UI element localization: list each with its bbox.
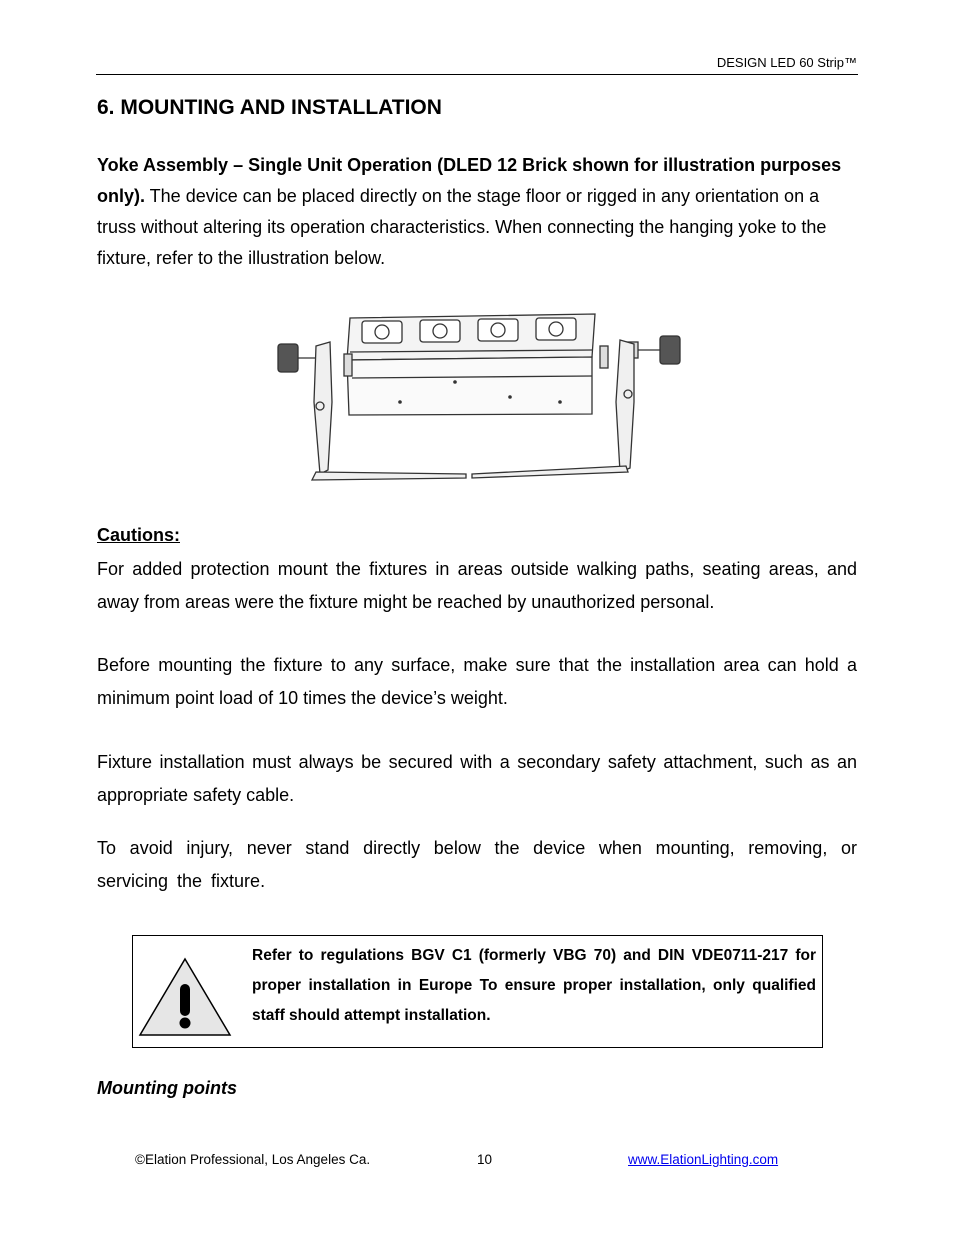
warning-box — [132, 935, 823, 1048]
warning-text: Refer to regulations BGV C1 (formerly VBG 70) and DIN VDE0711-217 for proper installation in Europe To ensure proper installation, only qualified staff should attempt installation. — [252, 947, 816, 1024]
fixture-yoke-illustration — [270, 302, 690, 488]
footer-website-link[interactable]: www.ElationLighting.com — [628, 1152, 779, 1167]
section-title: 6. MOUNTING AND INSTALLATION — [97, 96, 442, 119]
header-rule — [96, 74, 858, 75]
footer-page-number: 10 — [477, 1152, 493, 1167]
mounting-points-heading: Mounting points — [97, 1078, 237, 1098]
caution-paragraph-4: To avoid injury, never stand directly below the device when mounting, removing, or servicing the fixture. — [97, 838, 857, 891]
caution-paragraph-1: For added protection mount the fixtures in areas outside walking paths, seating areas, and away from areas were the fixture might be reached by unauthorized personal. — [97, 559, 857, 612]
caution-paragraph-2: Before mounting the fixture to any surface, make sure that the installation area can hold a minimum point load of 10 times the device’s weight. — [97, 655, 857, 708]
page-header-title: DESIGN LED 60 Strip™ — [716, 55, 857, 70]
caution-paragraph-3: Fixture installation must always be secured with a secondary safety attachment, such as an appropriate safety cable. — [97, 752, 857, 805]
cautions-heading: Cautions: — [97, 525, 180, 545]
footer-copyright: ©Elation Professional, Los Angeles Ca. — [135, 1152, 371, 1167]
warning-triangle-icon — [137, 956, 233, 1038]
yoke-body: The device can be placed directly on the stage floor or rigged in any orientation on a truss without altering its operation characteristics. When connecting the hanging yoke to the fixture, refer to the illustration below. — [97, 186, 827, 268]
yoke-heading: Yoke Assembly – Single Unit Operation (DLED 12 Brick shown for illustration purposes only). — [97, 155, 842, 206]
yoke-paragraph — [97, 150, 857, 274]
